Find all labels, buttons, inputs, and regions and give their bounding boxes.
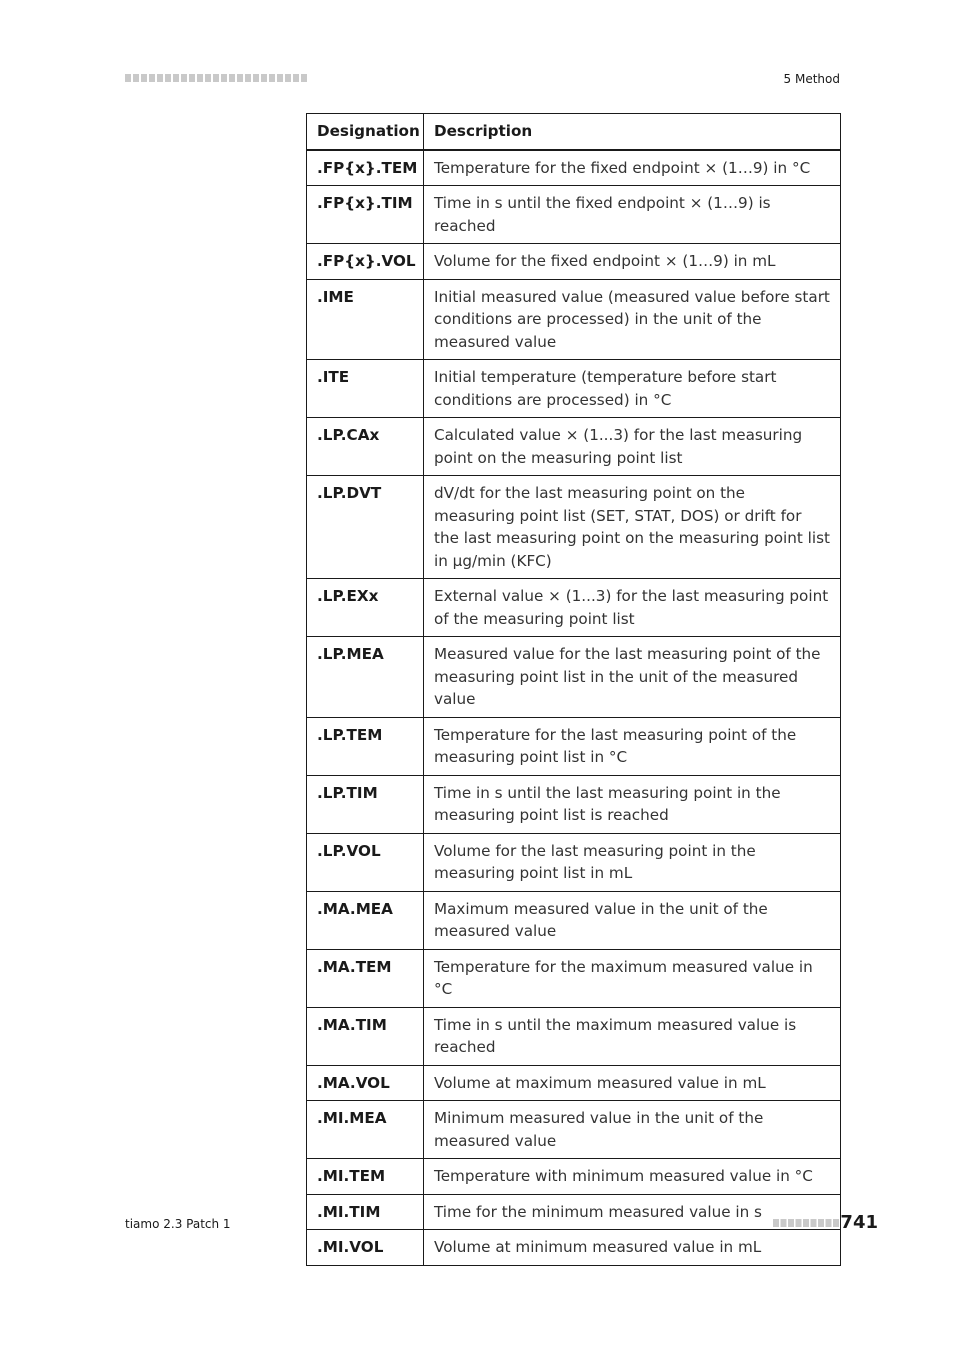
designation-cell: .LP.VOL	[307, 833, 424, 891]
table-row	[307, 279, 841, 360]
designation-cell: .LP.CAx	[307, 418, 424, 476]
header-decoration	[125, 74, 307, 82]
table-row	[307, 418, 841, 476]
description-cell: External value × (1...3) for the last measuring point of the measuring point list	[424, 579, 841, 637]
table-row	[307, 1230, 841, 1266]
designation-cell: .MI.TIM	[307, 1194, 424, 1230]
description-cell: Volume at minimum measured value in mL	[424, 1230, 841, 1266]
designation-cell: .ITE	[307, 360, 424, 418]
page-number: 741	[840, 1212, 878, 1233]
table-row	[307, 833, 841, 891]
table-row	[307, 1101, 841, 1159]
table-row	[307, 717, 841, 775]
description-cell: Initial temperature (temperature before start conditions are processed) in °C	[424, 360, 841, 418]
description-cell: Temperature for the maximum measured value in °C	[424, 949, 841, 1007]
description-cell: Maximum measured value in the unit of the measured value	[424, 891, 841, 949]
table-row	[307, 244, 841, 280]
description-cell: Temperature with minimum measured value in °C	[424, 1159, 841, 1195]
designation-cell: .MA.TIM	[307, 1007, 424, 1065]
description-cell: Measured value for the last measuring point of the measuring point list in the unit of the measured value	[424, 637, 841, 718]
column-header-description: Description	[424, 114, 841, 150]
designation-cell: .LP.EXx	[307, 579, 424, 637]
table-row	[307, 579, 841, 637]
description-cell: Temperature for the last measuring point of the measuring point list in °C	[424, 717, 841, 775]
description-cell: Minimum measured value in the unit of the measured value	[424, 1101, 841, 1159]
designation-cell: .MI.TEM	[307, 1159, 424, 1195]
designation-cell: .FP{x}.TEM	[307, 150, 424, 186]
designation-cell: .MI.MEA	[307, 1101, 424, 1159]
table-row	[307, 150, 841, 186]
description-cell: Temperature for the fixed endpoint × (1…9) in °C	[424, 150, 841, 186]
description-cell: Time for the minimum measured value in s	[424, 1194, 841, 1230]
designation-cell: .LP.TIM	[307, 775, 424, 833]
designation-cell: .LP.DVT	[307, 476, 424, 579]
description-cell: Initial measured value (measured value before start conditions are processed) in the unit of the measured value	[424, 279, 841, 360]
section-title: 5 Method	[783, 72, 840, 86]
table-row	[307, 1159, 841, 1195]
description-cell: dV/dt for the last measuring point on the measuring point list (SET, STAT, DOS) or drift for the last measuring point on the measuring point list in µg/min (KFC)	[424, 476, 841, 579]
description-cell: Time in s until the last measuring point in the measuring point list is reached	[424, 775, 841, 833]
table-row	[307, 360, 841, 418]
product-name: tiamo 2.3 Patch 1	[125, 1217, 231, 1231]
designation-cell: .MA.MEA	[307, 891, 424, 949]
table-header-row	[307, 114, 841, 150]
description-cell: Time in s until the fixed endpoint × (1…9) is reached	[424, 186, 841, 244]
table-row	[307, 186, 841, 244]
description-cell: Volume for the last measuring point in the measuring point list in mL	[424, 833, 841, 891]
designation-cell: .MA.VOL	[307, 1065, 424, 1101]
designation-cell: .MA.TEM	[307, 949, 424, 1007]
designation-cell: .FP{x}.TIM	[307, 186, 424, 244]
table-row	[307, 1007, 841, 1065]
designation-cell: .IME	[307, 279, 424, 360]
description-cell: Volume at maximum measured value in mL	[424, 1065, 841, 1101]
designation-cell: .FP{x}.VOL	[307, 244, 424, 280]
description-cell: Volume for the fixed endpoint × (1…9) in mL	[424, 244, 841, 280]
table-row	[307, 476, 841, 579]
variables-table	[306, 113, 841, 1266]
table-row	[307, 1065, 841, 1101]
table-row	[307, 891, 841, 949]
table-row	[307, 775, 841, 833]
table-row	[307, 1194, 841, 1230]
description-cell: Calculated value × (1...3) for the last measuring point on the measuring point list	[424, 418, 841, 476]
table-row	[307, 637, 841, 718]
description-cell: Time in s until the maximum measured value is reached	[424, 1007, 841, 1065]
designation-cell: .MI.VOL	[307, 1230, 424, 1266]
designation-cell: .LP.MEA	[307, 637, 424, 718]
designation-cell: .LP.TEM	[307, 717, 424, 775]
table-row	[307, 949, 841, 1007]
footer-decoration	[773, 1219, 839, 1227]
column-header-designation: Designation	[307, 114, 424, 150]
